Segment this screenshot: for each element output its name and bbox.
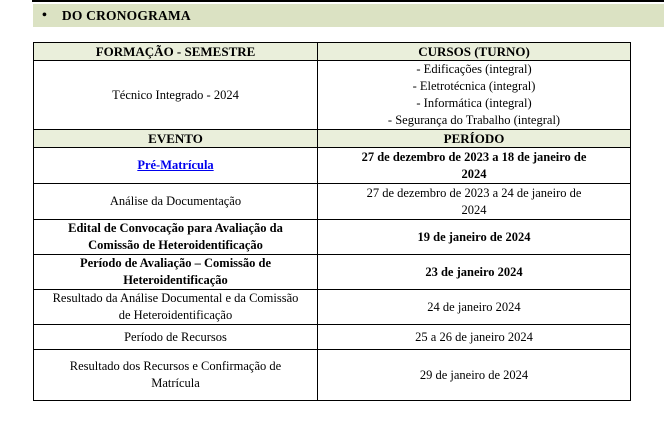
period-cell: 27 de dezembro de 2023 a 18 de janeiro de 2024 [318,148,631,184]
period-cell: 29 de janeiro de 2024 [318,350,631,401]
schedule-row [34,350,631,401]
section-heading: DO CRONOGRAMA [61,7,191,23]
section-heading-bar [33,4,664,27]
event-cell: Resultado da Análise Documental e da Comissão de Heteroidentificação [34,290,318,325]
page-top-rule [32,0,664,2]
pre-matricula-link[interactable]: Pré-Matrícula [137,158,214,172]
schedule-row [34,290,631,325]
schedule-row [34,220,631,255]
schedule-header-row [34,130,631,148]
col-header-formacao-semestre: FORMAÇÃO - SEMESTRE [34,43,318,61]
schedule-row [34,325,631,350]
event-cell [34,148,318,184]
col-header-cursos-turno: CURSOS (TURNO) [318,43,631,61]
schedule-row [34,148,631,184]
period-cell: 25 a 26 de janeiro 2024 [318,325,631,350]
event-cell: Resultado dos Recursos e Confirmação de Matrícula [34,350,318,401]
period-cell: 24 de janeiro 2024 [318,290,631,325]
period-cell: 23 de janeiro 2024 [318,255,631,290]
period-cell: 19 de janeiro de 2024 [318,220,631,255]
course-item: - Edificações (integral) [416,62,532,76]
col-header-evento: EVENTO [34,130,318,148]
schedule-row [34,255,631,290]
formation-row [34,61,631,130]
bullet-icon: • [42,7,47,23]
event-cell: Análise da Documentação [34,184,318,220]
period-cell: 27 de dezembro de 2023 a 24 de janeiro de 2024 [318,184,631,220]
course-item: - Segurança do Trabalho (integral) [387,113,561,127]
cronograma-table [33,42,631,401]
col-header-periodo: PERÍODO [318,130,631,148]
formation-name-cell: Técnico Integrado - 2024 [34,61,318,130]
course-item: - Eletrotécnica (integral) [412,79,536,93]
schedule-row [34,184,631,220]
event-cell: Edital de Convocação para Avaliação da Comissão de Heteroidentificação [34,220,318,255]
courses-cell [318,61,631,130]
formation-header-row [34,43,631,61]
course-item: - Informática (integral) [416,96,532,110]
event-cell: Período de Avaliação – Comissão de Heteroidentificação [34,255,318,290]
event-cell: Período de Recursos [34,325,318,350]
